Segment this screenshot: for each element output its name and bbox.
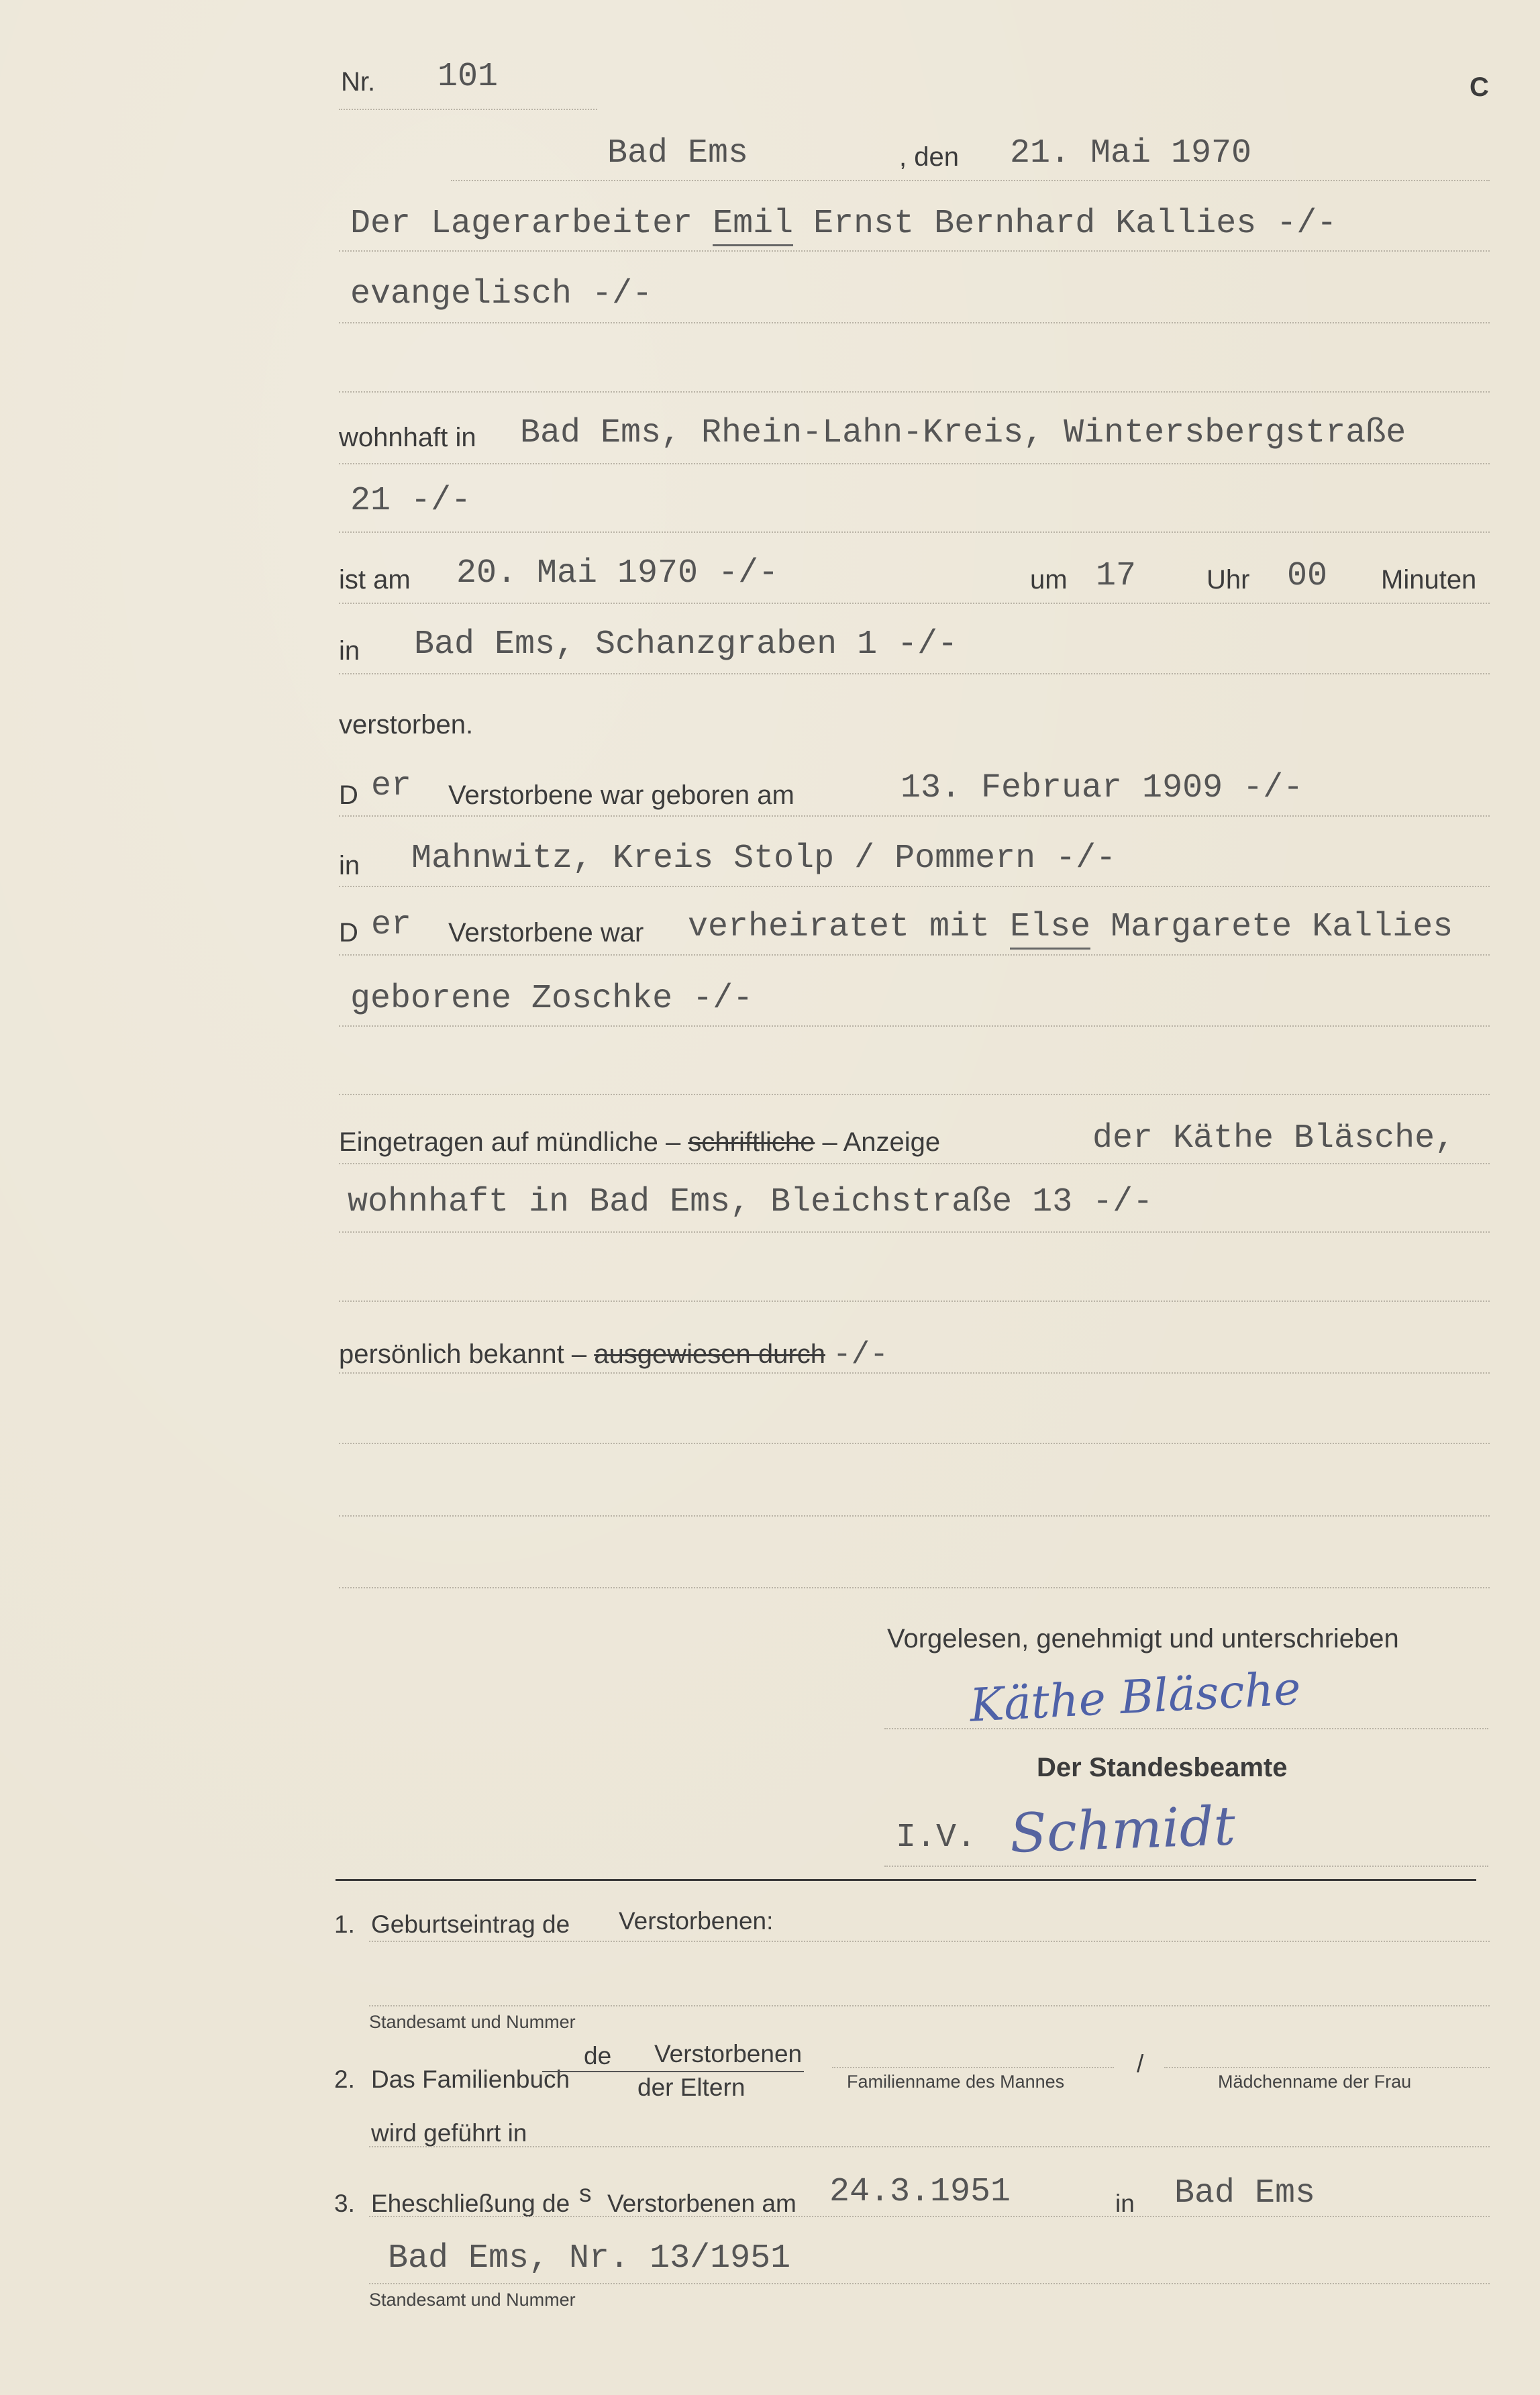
informant-line-1: der Käthe Bläsche, — [1092, 1119, 1455, 1158]
iv-label: I.V. — [896, 1819, 977, 1857]
item2-der-eltern: der Eltern — [637, 2074, 746, 2101]
place-value: Bad Ems — [607, 134, 749, 172]
line-familienname-mann — [832, 2067, 1114, 2068]
marriage-status: verheiratet mit — [688, 908, 990, 946]
eingetragen-pre: Eingetragen auf mündliche – — [339, 1127, 681, 1157]
line-blank-5 — [339, 1515, 1490, 1517]
person-religion: evangelisch -/- — [350, 275, 653, 313]
item2-slash: / — [1137, 2050, 1144, 2078]
place-date-line — [451, 180, 1490, 181]
person-rest-name: Ernst Bernhard Kallies -/- — [813, 205, 1337, 243]
line-informant-2 — [339, 1231, 1490, 1233]
marriage-er-typed: er — [371, 906, 412, 944]
standesamt-label-1: Standesamt und Nummer — [369, 2012, 576, 2032]
line-blank-3 — [339, 1301, 1490, 1302]
date-value: 21. Mai 1970 — [1010, 134, 1252, 172]
line-blank-4 — [339, 1443, 1490, 1444]
informant-line-2: wohnhaft in Bad Ems, Bleichstraße 13 -/- — [348, 1183, 1153, 1221]
nr-value: 101 — [438, 58, 499, 96]
marriage-d-label: D — [339, 918, 358, 948]
birth-date: 13. Februar 1909 -/- — [901, 769, 1304, 807]
residence-line-1: Bad Ems, Rhein-Lahn-Kreis, Wintersbergstraße — [520, 414, 1406, 452]
bekannt-post: -/- — [833, 1337, 888, 1372]
den-label: , den — [899, 142, 959, 172]
line-item1 — [369, 1941, 1490, 1942]
minuten-label: Minuten — [1381, 565, 1477, 595]
line-residence-2 — [339, 531, 1490, 533]
item2-verstorbenen: Verstorbenen — [654, 2040, 803, 2068]
marriage-line-2: geborene Zoschke -/- — [350, 980, 754, 1018]
informant-signature: Käthe Bläsche — [968, 1662, 1302, 1733]
uhr-label: Uhr — [1207, 565, 1250, 595]
bekannt-struck: ausgewiesen durch — [594, 1339, 825, 1369]
gefuehrt-label: wird geführt in — [371, 2119, 527, 2147]
line-birth-place — [339, 886, 1490, 887]
item2-number: 2. — [334, 2066, 355, 2093]
verstorben-label: verstorben. — [339, 710, 474, 740]
death-hour: 17 — [1096, 557, 1137, 595]
marriage-date: 24.3.1951 — [829, 2173, 1011, 2211]
ist-am-label: ist am — [339, 565, 411, 595]
item1-label: Geburtseintrag de — [371, 1910, 570, 1938]
item2-label: Das Familienbuch — [371, 2066, 570, 2093]
spouse-rest-name: Margarete Kallies — [1111, 908, 1453, 946]
nr-line — [339, 109, 597, 110]
line-item1-standesamt — [369, 2005, 1490, 2006]
bekannt-label — [339, 1337, 888, 1372]
item2-fraction-line — [542, 2071, 804, 2072]
nr-label: Nr. — [341, 67, 376, 97]
eingetragen-struck: schriftliche — [688, 1127, 815, 1157]
line-bekannt — [339, 1372, 1490, 1374]
item2-de: de — [584, 2042, 612, 2070]
death-date: 20. Mai 1970 -/- — [456, 554, 779, 593]
death-in-label: in — [339, 636, 360, 666]
item3-label: Eheschließung de — [371, 2190, 570, 2217]
item1-number: 1. — [334, 1910, 355, 1938]
verstorbene-war-label: Verstorbene war — [448, 918, 644, 948]
marriage-standesamt: Bad Ems, Nr. 13/1951 — [388, 2239, 791, 2278]
um-label: um — [1030, 565, 1068, 595]
wohnhaft-label: wohnhaft in — [339, 423, 476, 452]
line-blank-1 — [339, 391, 1490, 393]
line-blank-6 — [339, 1587, 1490, 1588]
vorgelesen-text: Vorgelesen, genehmigt und unterschrieben — [887, 1624, 1399, 1653]
maedchenname-frau-label: Mädchenname der Frau — [1218, 2072, 1412, 2092]
item3-s: s — [579, 2180, 592, 2207]
standesbeamte-label: Der Standesbeamte — [1037, 1753, 1288, 1782]
line-informant-1 — [339, 1163, 1490, 1164]
bekannt-pre: persönlich bekannt – — [339, 1339, 587, 1369]
register-letter: C — [1470, 72, 1489, 102]
birth-place: Mahnwitz, Kreis Stolp / Pommern -/- — [411, 839, 1117, 878]
marriage-line-1 — [688, 908, 1453, 946]
line-maedchenname-frau — [1164, 2067, 1490, 2068]
item3-verstorbenen-am: Verstorbenen am — [607, 2190, 797, 2217]
spouse-first-name: Else — [1010, 908, 1090, 950]
line-blank-2 — [339, 1094, 1490, 1095]
eingetragen-post: – Anzeige — [822, 1127, 941, 1157]
line-death-place — [339, 673, 1490, 674]
geboren-label: Verstorbene war geboren am — [448, 780, 794, 810]
person-occupation: Der Lagerarbeiter — [350, 205, 693, 243]
line-signature-2 — [884, 1866, 1488, 1867]
line-item3 — [369, 2216, 1490, 2217]
footer-separator — [336, 1879, 1476, 1881]
familienname-mann-label: Familienname des Mannes — [847, 2072, 1065, 2092]
birth-in-label: in — [339, 851, 360, 880]
line-name — [339, 250, 1490, 252]
residence-line-2: 21 -/- — [350, 482, 472, 520]
item3-number: 3. — [334, 2190, 355, 2217]
person-name-line — [350, 205, 1337, 243]
eingetragen-label — [339, 1127, 940, 1158]
line-signature-1 — [884, 1728, 1488, 1729]
item3-in-label: in — [1115, 2190, 1135, 2217]
birth-d-label: D — [339, 780, 358, 810]
birth-er-typed: er — [371, 767, 412, 805]
standesamt-label-2: Standesamt und Nummer — [369, 2290, 576, 2310]
registrar-signature: Schmidt — [1009, 1794, 1237, 1865]
line-residence-1 — [339, 463, 1490, 464]
line-birth-date — [339, 815, 1490, 817]
marriage-place: Bad Ems — [1174, 2174, 1316, 2212]
line-death-date — [339, 603, 1490, 604]
death-minutes: 00 — [1287, 557, 1328, 595]
line-marriage-2 — [339, 1025, 1490, 1027]
line-religion — [339, 322, 1490, 323]
line-marriage-1 — [339, 954, 1490, 956]
item1-typed: Verstorbenen: — [619, 1907, 774, 1935]
line-gefuehrt — [369, 2146, 1490, 2147]
person-first-name: Emil — [713, 205, 793, 246]
line-item3-standesamt — [369, 2283, 1490, 2284]
death-place: Bad Ems, Schanzgraben 1 -/- — [414, 625, 958, 664]
